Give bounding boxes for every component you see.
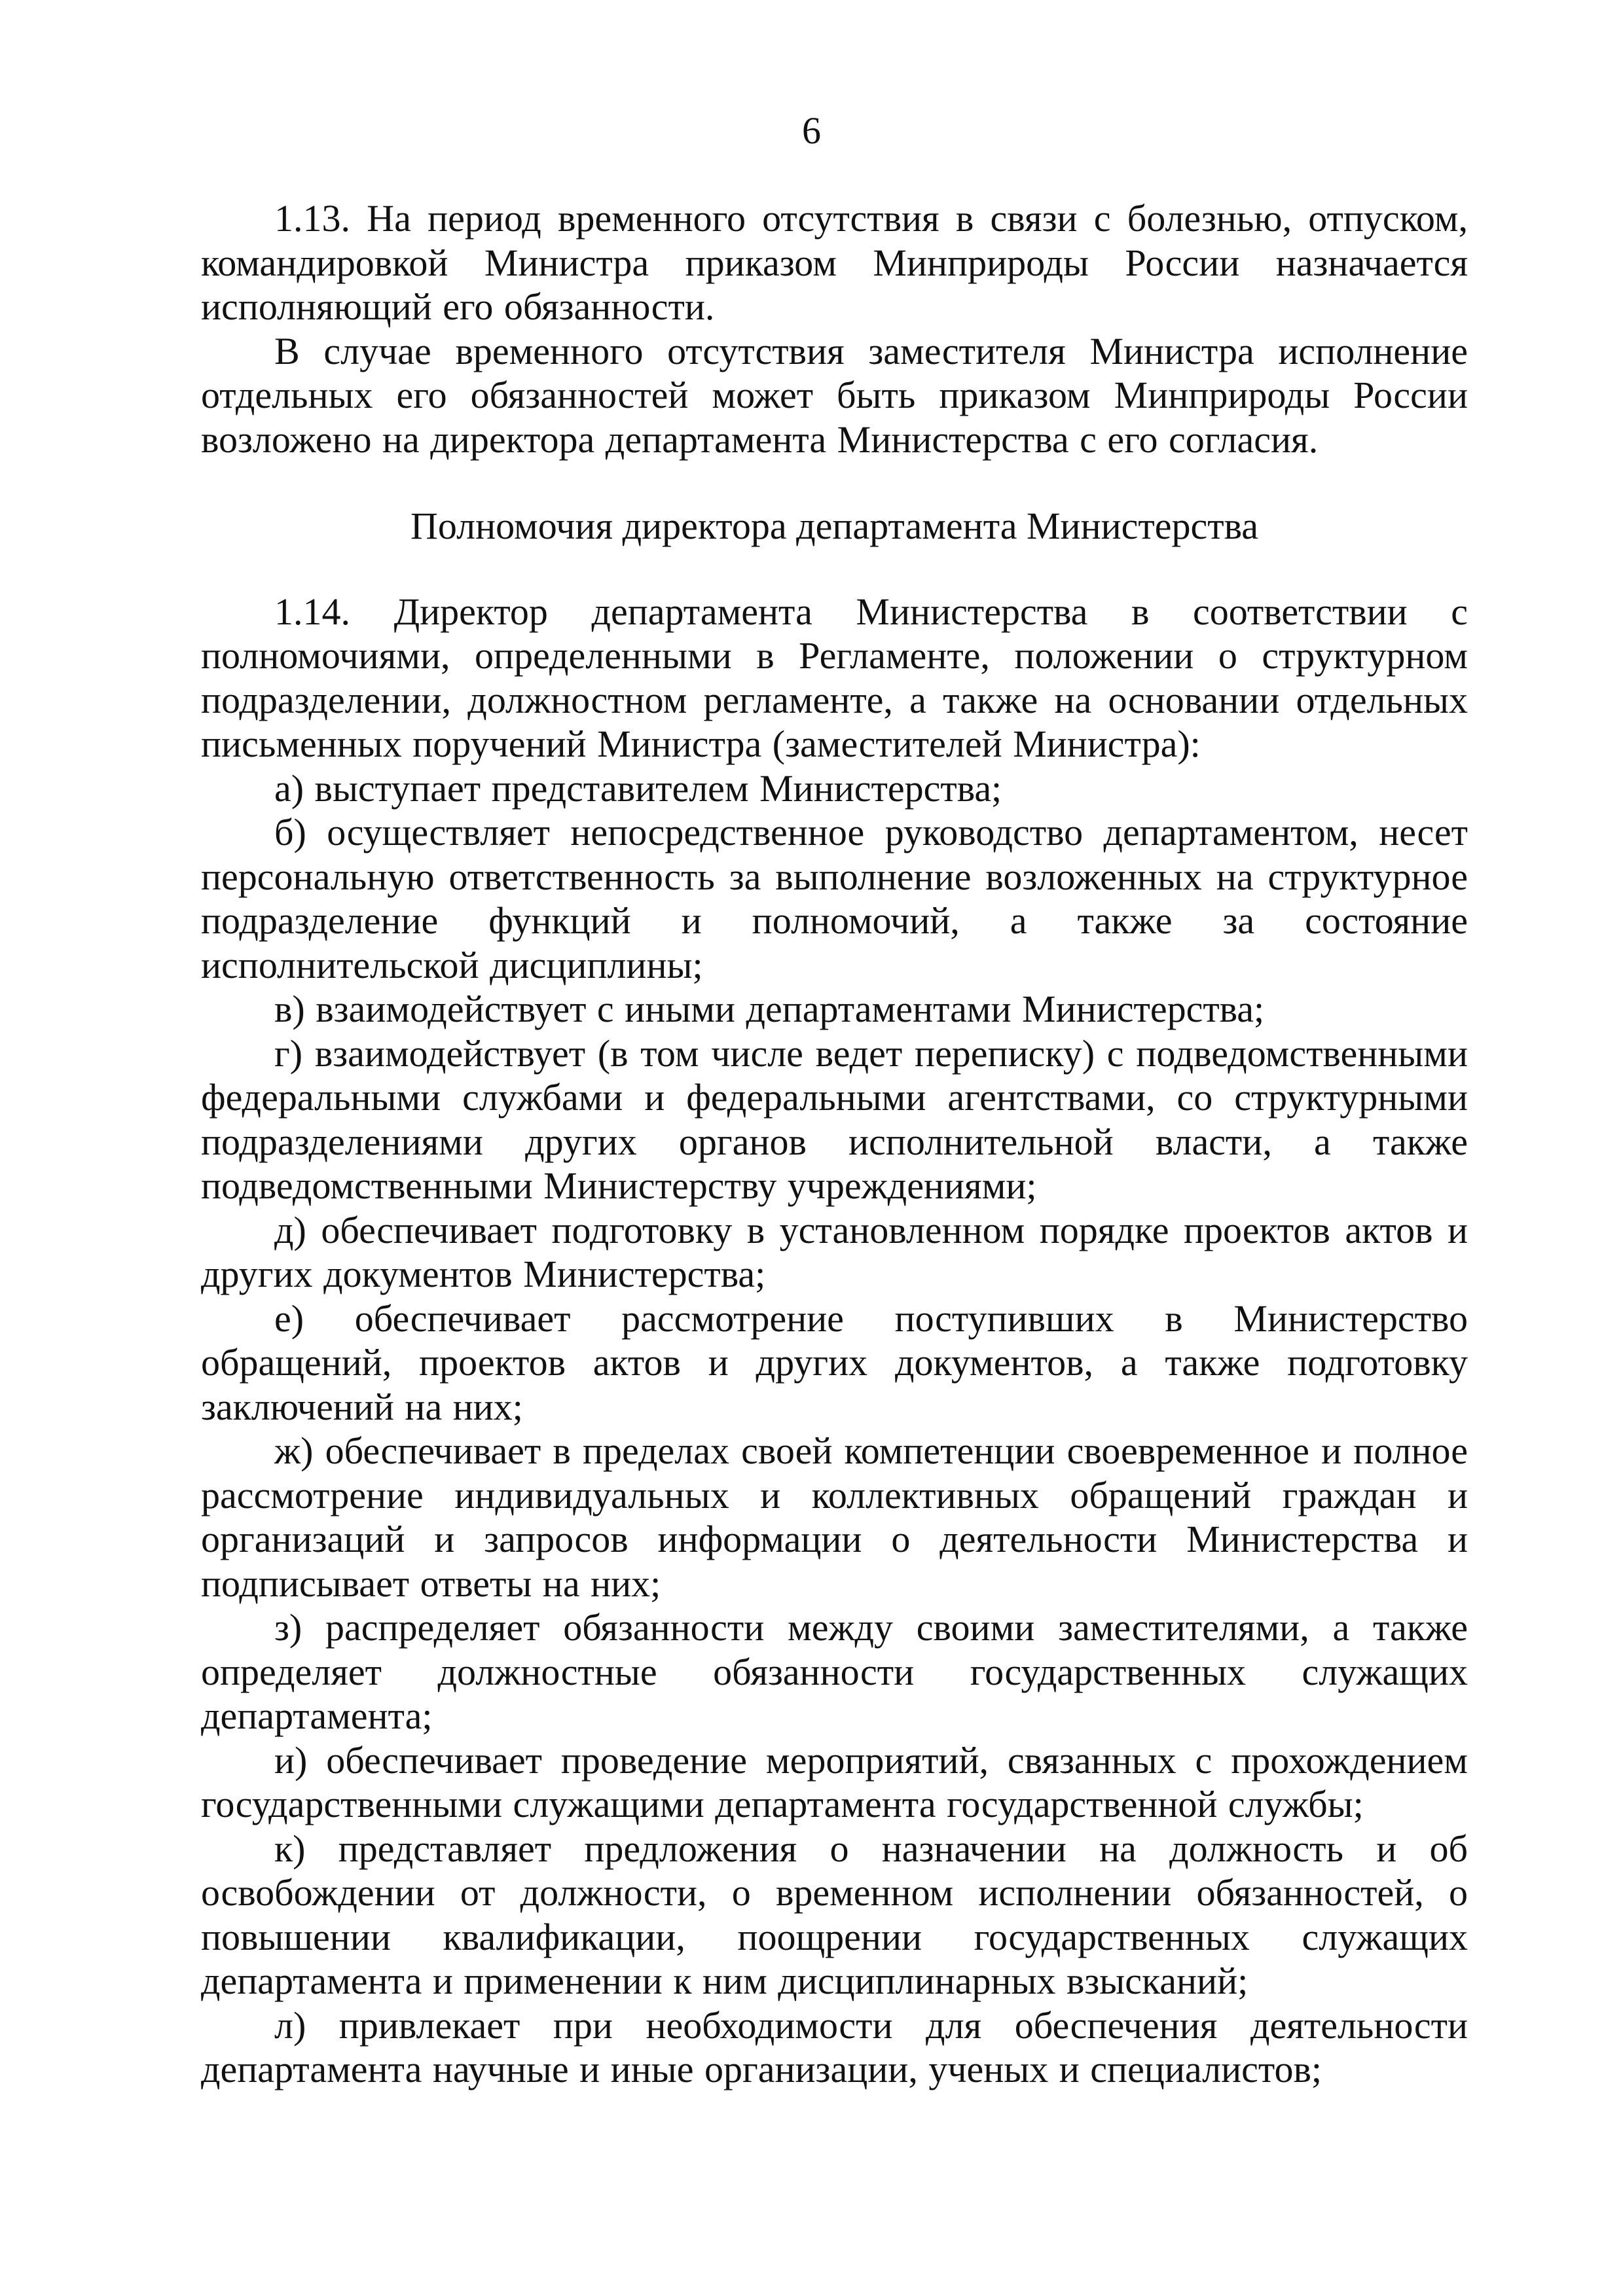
page-number: 6: [802, 109, 821, 152]
list-item-g: г) взаимодействует (в том числе ведет переписку) с подведомственными федеральными службами и федеральными агентствами, со структурными подразделениями других органов исполнительной власти, а также подведомственными Министерству учреждениями;: [201, 1031, 1468, 1207]
list-item-zh: ж) обеспечивает в пределах своей компетенции своевременное и полное рассмотрение индивидуальных и коллективных обращений граждан и организаций и запросов информации о деятельности Министерства и подписывает ответы на них;: [201, 1429, 1468, 1605]
list-item-v: в) взаимодействует с иными департаментами Министерства;: [274, 988, 1265, 1030]
list-item-e: е) обеспечивает рассмотрение поступивших в Министерство обращений, проектов актов и других документов, а также подготовку заключений на них;: [201, 1297, 1468, 1428]
paragraph-1-13-deputy: В случае временного отсутствия заместителя Министра исполнение отдельных его обязанностей может быть приказом Минприроды России возложено на директора департамента Министерства с его согласия.: [201, 329, 1468, 461]
list-item-i: и) обеспечивает проведение мероприятий, связанных с прохождением государственными служащими департамента государственной службы;: [201, 1738, 1468, 1825]
list-item-k: к) представляет предложения о назначении на должность и об освобождении от должности, о временном исполнении обязанностей, о повышении квалификации, поощрении государственных служащих департамента и применении к ним дисциплинарных взысканий;: [201, 1827, 1468, 2002]
section-heading: Полномочия директора департамента Министерства: [410, 505, 1258, 547]
list-item-a: а) выступает представителем Министерства;: [274, 766, 1002, 810]
paragraph-1-14-intro: 1.14. Директор департамента Министерства в соответствии с полномочиями, определенными в Регламенте, положении о структурном подразделении, должностном регламенте, а также на основании отдельных письменных поручений Министра (заместителей Министра):: [201, 590, 1468, 765]
paragraph-1-13: 1.13. На период временного отсутствия в связи с болезнью, отпуском, командировкой Министра приказом Минприроды России назначается исполняющий его обязанности.: [201, 197, 1468, 328]
list-item-l: л) привлекает при необходимости для обеспечения деятельности департамента научные и иные организации, ученых и специалистов;: [201, 2003, 1468, 2090]
list-item-b: б) осуществляет непосредственное руководство департаментом, несет персональную ответственность за выполнение возложенных на структурное подразделение функций и полномочий, а также за состояние исполнительской дисциплины;: [201, 811, 1468, 986]
list-item-d: д) обеспечивает подготовку в установленном порядке проектов актов и других документов Министерства;: [201, 1208, 1468, 1295]
list-item-z: з) распределяет обязанности между своими заместителями, а также определяет должностные обязанности государственных служащих департамента;: [201, 1606, 1468, 1737]
document-body: [201, 196, 1468, 2092]
